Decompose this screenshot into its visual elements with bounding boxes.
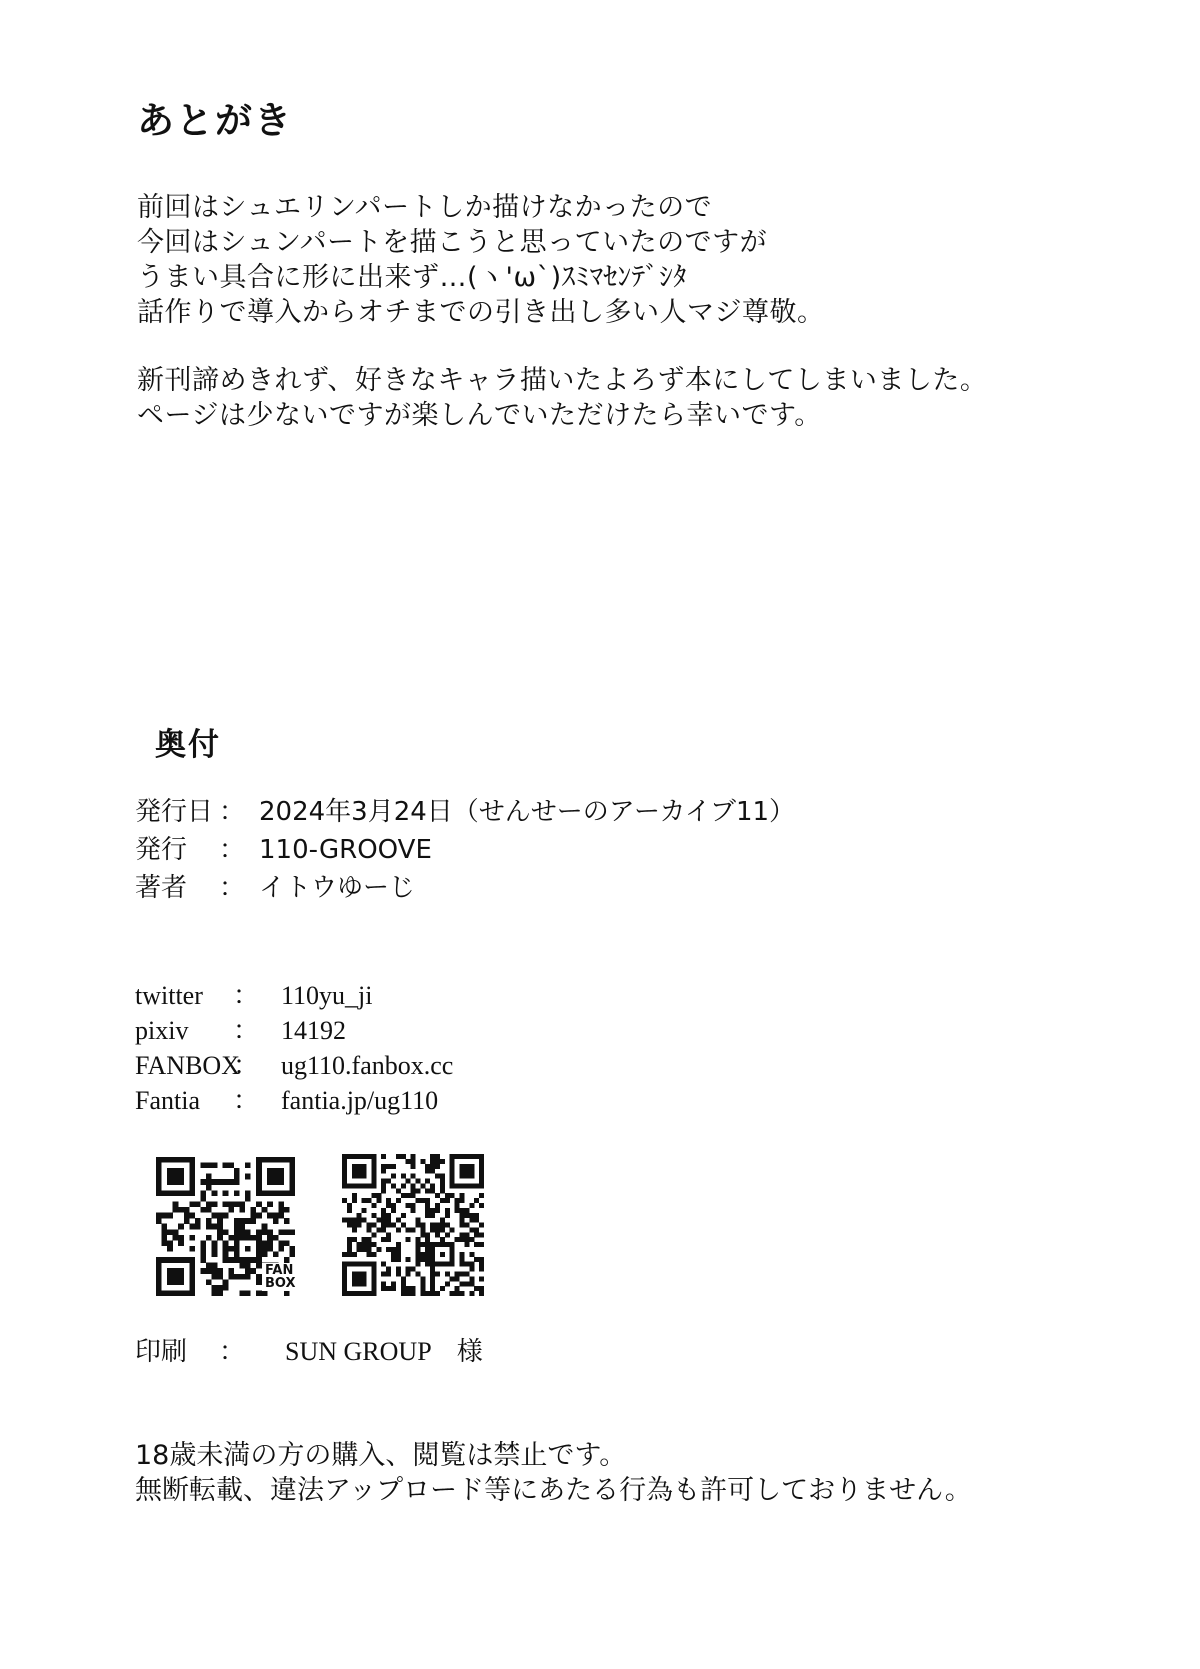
paragraph-line: 話作りで導入からオチまでの引き出し多い人マジ尊敬。 — [137, 297, 825, 328]
publisher-label: 発行 — [135, 835, 188, 865]
publish-date-row — [135, 793, 795, 831]
publisher-row — [135, 831, 795, 869]
publish-date-label: 発行日 — [135, 797, 214, 827]
colophon-info — [135, 793, 795, 907]
fanbox-row — [135, 1048, 453, 1083]
disclaimer-line: 18歳未満の方の購入、閲覧は禁止です。 — [135, 1440, 627, 1471]
paragraph-line: 今回はシュンパートを描こうと思っていたのですが — [137, 227, 768, 258]
colon-separator: ： — [233, 1086, 260, 1115]
fantia-row — [135, 1083, 453, 1118]
fanbox-qr-caption — [262, 1263, 296, 1291]
pixiv-row — [135, 1013, 453, 1048]
colophon-heading: 奥付 — [155, 727, 221, 763]
twitter-handle: 110yu_ji — [281, 981, 373, 1010]
colon-separator: ： — [219, 797, 246, 827]
afterword-paragraph-1 — [137, 190, 825, 330]
colon-separator: ： — [233, 981, 260, 1010]
fanbox-label: FANBOX — [135, 1051, 240, 1080]
author-row — [135, 869, 795, 907]
paragraph-line: うまい具合に形に出来ず…(ヽ'ω`)ｽﾐﾏｾﾝﾃﾞｼﾀ — [137, 262, 688, 293]
colon-separator: ： — [219, 1337, 246, 1367]
paragraph-line: 新刊諦めきれず、好きなキャラ描いたよろず本にしてしまいました。 — [137, 365, 988, 396]
colon-separator: ： — [233, 1051, 260, 1080]
paragraph-line: ページは少ないですが楽しんでいただけたら幸いです。 — [137, 400, 822, 431]
printer-label: 印刷 — [135, 1337, 188, 1367]
colon-separator: ： — [219, 835, 246, 865]
fanbox-url: ug110.fanbox.cc — [281, 1051, 454, 1080]
twitter-label: twitter — [135, 981, 203, 1010]
disclaimer-text — [135, 1438, 972, 1508]
afterword-paragraph-2 — [137, 363, 987, 433]
fanbox-caption-line: BOX — [265, 1276, 296, 1291]
pixiv-label: pixiv — [135, 1016, 189, 1045]
fantia-url: fantia.jp/ug110 — [281, 1086, 439, 1115]
colon-separator: ： — [219, 873, 246, 903]
fanbox-caption-line: FAN — [265, 1263, 294, 1278]
paragraph-line: 前回はシュエリンパートしか描けなかったので — [137, 192, 713, 223]
twitter-row — [135, 978, 453, 1013]
author-value: イトウゆーじ — [259, 873, 416, 903]
fantia-qr-code — [342, 1154, 484, 1296]
pixiv-id: 14192 — [281, 1016, 347, 1045]
author-label: 著者 — [135, 873, 188, 903]
colon-separator: ： — [233, 1016, 260, 1045]
printer-row — [135, 1331, 483, 1368]
printer-value: SUN GROUP 様 — [285, 1337, 483, 1366]
publish-date-value: 2024年3月24日（せんせーのアーカイブ11） — [259, 797, 796, 827]
disclaimer-line: 無断転載、違法アップロード等にあたる行為も許可しておりません。 — [135, 1475, 972, 1506]
afterword-heading: あとがき — [137, 99, 293, 142]
publisher-value: 110-GROOVE — [259, 835, 432, 865]
fantia-label: Fantia — [135, 1086, 200, 1115]
social-links — [135, 978, 453, 1118]
